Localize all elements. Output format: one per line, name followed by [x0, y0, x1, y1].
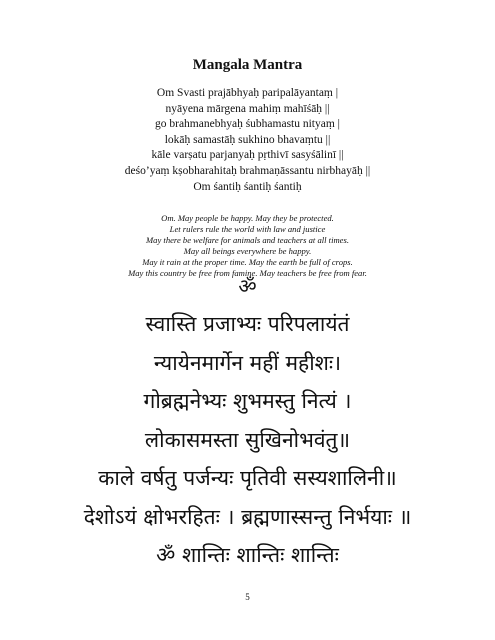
transliteration-line: deśo’yaṃ kṣobharahitaḥ brahmaṇāssantu nirbhayāḥ ||	[124, 164, 371, 177]
sanskrit-line: गोब्रह्मनेभ्यः शुभमस्तु नित्यं ।	[143, 389, 352, 413]
sanskrit-line: ॐ शान्तिः शान्तिः शान्तिः	[156, 543, 339, 567]
transliteration-block	[0, 86, 495, 195]
sanskrit-line: देशोऽयं क्षोभरहितः । ब्रह्मणास्सन्तु निर्भयाः ॥	[83, 504, 412, 529]
translation-line: Let rulers rule the world with law and justice	[169, 223, 326, 234]
translation-line: May there be welfare for animals and teachers at all times.	[146, 234, 349, 245]
sanskrit-line: स्वास्ति प्रजाभ्यः परिपलायंतं	[145, 312, 350, 336]
page-number: 5	[245, 592, 250, 602]
page-title: Mangala Mantra	[192, 57, 303, 73]
om-symbol-icon: ॐ	[238, 274, 257, 298]
translation-line: May this country be free from famine. May teachers be free from fear.	[128, 267, 367, 278]
transliteration-line: nyāyena mārgena mahiṃ mahīśāḥ ||	[165, 102, 330, 115]
translation-line: Om. May people be happy. May they be protected.	[161, 213, 334, 223]
transliteration-line: go brahmanebhyaḥ śubhamastu nityaṃ |	[155, 118, 340, 131]
sanskrit-line: न्यायेनमार्गेन महीं महीशः।	[153, 350, 342, 375]
translation-line: May it rain at the proper time. May the earth be full of crops.	[142, 256, 353, 267]
translation-block	[0, 213, 495, 278]
transliteration-line: Om śantiḥ śantiḥ śantiḥ	[193, 180, 302, 193]
sanskrit-line: लोकासमस्ता सुखिनोभवंतु॥	[144, 427, 351, 452]
translation-line: May all beings everywhere be happy.	[183, 245, 312, 256]
sanskrit-verse	[0, 305, 495, 575]
transliteration-line: Om Svasti prajābhyaḥ paripalāyantaṃ |	[156, 87, 339, 99]
sanskrit-line: काले वर्षतु पर्जन्यः पृतिवी सस्यशालिनी॥	[98, 466, 397, 490]
transliteration-line: lokāḥ samastāḥ sukhino bhavaṃtu ||	[164, 133, 331, 146]
transliteration-line: kāle varṣatu parjanyaḥ pṛthivī sasyśālinī ||	[151, 149, 344, 162]
